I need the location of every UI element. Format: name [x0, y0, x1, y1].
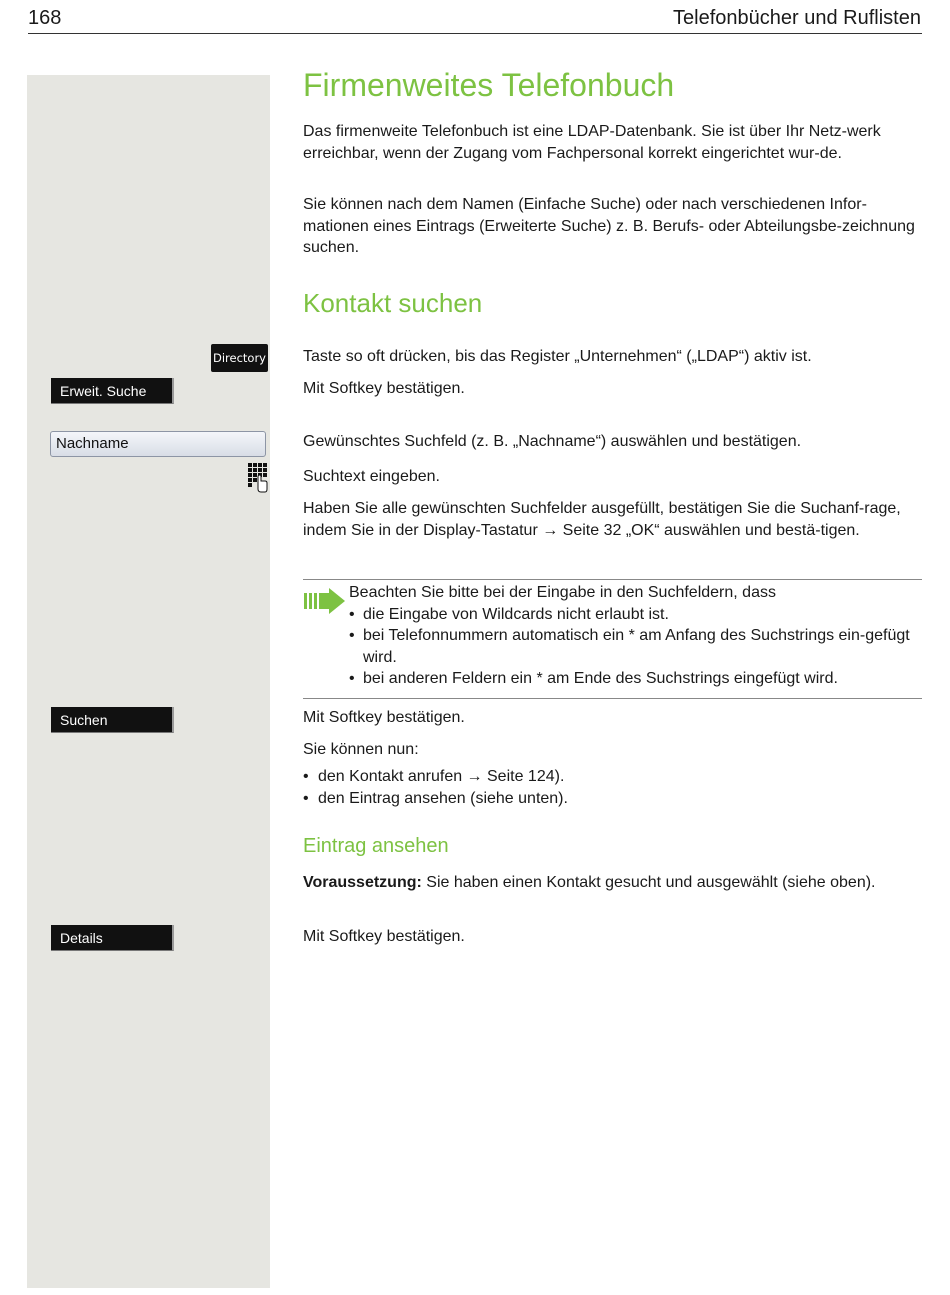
options-label: Sie können nun:	[303, 741, 419, 758]
note-item: • die Eingabe von Wildcards nicht erlaubt ist.	[349, 604, 922, 626]
list-item: • den Kontakt anrufen → Seite 124).	[303, 766, 921, 788]
note-top-rule	[303, 579, 922, 580]
note-bottom-rule	[303, 698, 922, 699]
prerequisite-text: Sie haben einen Kontakt gesucht und ausgewählt (siehe oben).	[421, 874, 876, 891]
step-confirm-2: Mit Softkey bestätigen.	[303, 709, 465, 726]
intro-paragraph-1: Das firmenweite Telefonbuch ist eine LDAP-Datenbank. Sie ist über Ihr Netz-werk erreichbar, wenn der Zugang vom Fachpersonal korrekt eingerichtet wur-de.	[303, 123, 881, 162]
list-item: • den Eintrag ansehen (siehe unten).	[303, 788, 921, 810]
sidebar-panel	[27, 75, 270, 1288]
step-confirm-1: Mit Softkey bestätigen.	[303, 380, 465, 397]
step-confirm-3: Mit Softkey bestätigen.	[303, 928, 465, 945]
search-field-nachname[interactable]: Nachname	[50, 431, 266, 457]
prerequisite-label: Voraussetzung:	[303, 874, 422, 891]
directory-key[interactable]: Directory	[211, 344, 268, 372]
note-content	[349, 582, 922, 690]
softkey-erweit-suche[interactable]: Erweit. Suche	[51, 378, 174, 404]
note-intro: Beachten Sie bitte bei der Eingabe in den Suchfeldern, dass	[349, 584, 776, 601]
options-list	[303, 766, 921, 809]
softkey-details[interactable]: Details	[51, 925, 174, 951]
note-item: • bei Telefonnummern automatisch ein * am Anfang des Suchstrings ein-gefügt wird.	[349, 625, 922, 668]
softkey-suchen[interactable]: Suchen	[51, 707, 174, 733]
keypad-icon	[248, 463, 268, 498]
header-divider	[28, 33, 922, 34]
step-enter-text: Suchtext eingeben.	[303, 468, 440, 485]
section-heading-eintrag-ansehen: Eintrag ansehen	[303, 835, 449, 857]
section-heading-kontakt-suchen: Kontakt suchen	[303, 288, 483, 318]
step-directory: Taste so oft drücken, bis das Register „Unternehmen“ („LDAP“) aktiv ist.	[303, 348, 812, 365]
step-select-field: Gewünschtes Suchfeld (z. B. „Nachname“) auswählen und bestätigen.	[303, 433, 802, 450]
page-number: 168	[28, 7, 62, 29]
intro-paragraph-2: Sie können nach dem Namen (Einfache Suche) oder nach verschiedenen Infor-mationen eines Eintrags (Erweiterte Suche) z. B. Berufs- oder Abteilungsbe-zeichnung suchen.	[303, 196, 915, 256]
note-arrow-icon	[304, 588, 346, 619]
chapter-title: Telefonbücher und Ruflisten	[673, 7, 921, 29]
step-submit: Haben Sie alle gewünschten Suchfelder ausgefüllt, bestätigen Sie die Suchanf-rage, indem Sie in der Display-Tastatur → Seite 32 „OK“ auswählen und bestä-tigen.	[303, 500, 901, 539]
prerequisite	[303, 872, 921, 894]
page-heading: Firmenweites Telefonbuch	[303, 67, 675, 103]
note-item: • bei anderen Feldern ein * am Ende des Suchstrings eingefügt wird.	[349, 668, 922, 690]
